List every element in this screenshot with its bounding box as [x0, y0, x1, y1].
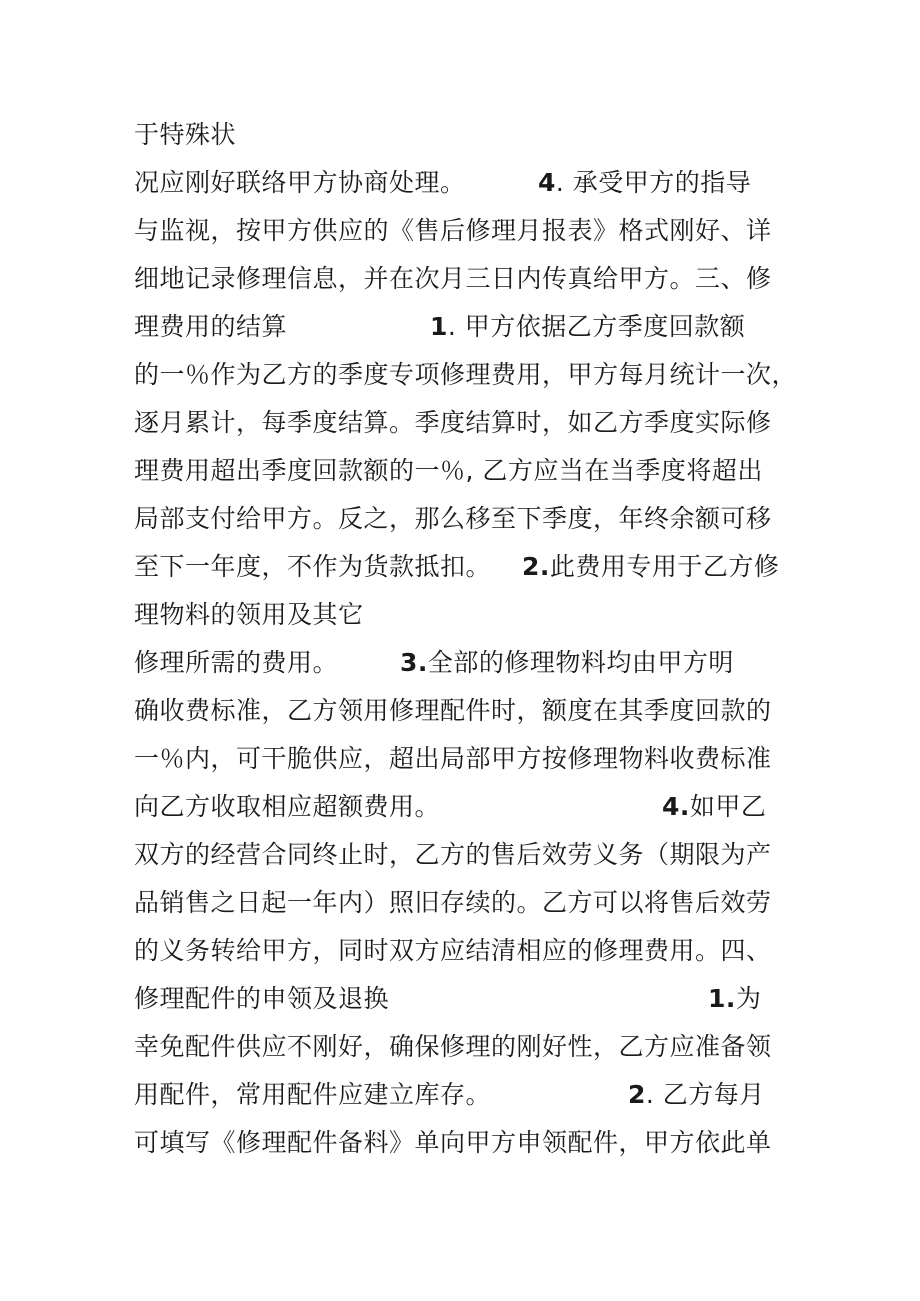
line-text: 修理配件的申领及退换: [134, 984, 390, 1013]
text-line: [134, 166, 752, 200]
line-text: 理物料的领用及其它: [134, 600, 364, 629]
text-line: [134, 310, 746, 344]
text-line: [134, 886, 772, 920]
text-line: [134, 790, 767, 824]
line-text: 品销售之日起一年内）照旧存续的。乙方可以将售后效劳: [134, 888, 772, 917]
text-line: [134, 646, 734, 680]
line-text: 的义务转给甲方，同时双方应结清相应的修理费用。四、: [134, 936, 772, 965]
line-text: 幸免配件供应不刚好，确保修理的刚好性，乙方应准备领: [134, 1032, 772, 1061]
text-line: [134, 934, 772, 968]
text-line: [134, 1126, 772, 1160]
list-number: 1.为: [708, 984, 762, 1013]
line-text: 细地记录修理信息，并在次月三日内传真给甲方。三、修: [134, 264, 772, 293]
list-number: 4. 承受甲方的指导: [538, 168, 752, 197]
text-line: [134, 406, 772, 440]
text-line: [134, 838, 772, 872]
list-number: 2.此费用专用于乙方修: [522, 552, 780, 581]
text-line: [134, 742, 772, 776]
text-line: [134, 1030, 772, 1064]
line-text: 况应刚好联络甲方协商处理。: [134, 168, 466, 197]
list-number: 3.全部的修理物料均由甲方明: [400, 648, 734, 677]
text-line: [134, 262, 772, 296]
line-text: 理费用的结算: [134, 312, 288, 341]
line-text: 确收费标准，乙方领用修理配件时，额度在其季度回款的: [134, 696, 772, 725]
text-line: [134, 598, 364, 632]
list-number: 4.如甲乙: [662, 792, 767, 821]
line-text: 于特殊状: [134, 120, 237, 149]
text-line: [134, 502, 772, 536]
line-text: 用配件，常用配件应建立库存。: [134, 1080, 492, 1109]
text-line: [134, 982, 762, 1016]
line-text: 向乙方收取相应超额费用。: [134, 792, 441, 821]
line-text: 局部支付给甲方。反之，那么移至下季度，年终余额可移: [134, 504, 772, 533]
line-text: 的一％作为乙方的季度专项修理费用，甲方每月统计一次，: [134, 360, 798, 389]
line-text: 修理所需的费用。: [134, 648, 339, 677]
text-line: [134, 358, 797, 392]
text-line: [134, 454, 763, 488]
line-text: 双方的经营合同终止时，乙方的售后效劳义务（期限为产: [134, 840, 772, 869]
line-text: 一％内，可干脆供应，超出局部甲方按修理物料收费标准: [134, 744, 772, 773]
line-text: 至下一年度，不作为货款抵扣。: [134, 552, 492, 581]
line-text: 逐月累计，每季度结算。季度结算时，如乙方季度实际修: [134, 408, 772, 437]
line-text: 理费用超出季度回款额的一％, 乙方应当在当季度将超出: [134, 456, 763, 485]
text-line: [134, 118, 236, 152]
text-line: [134, 214, 772, 248]
text-line: [134, 550, 780, 584]
text-line: [134, 1078, 765, 1112]
list-number: 1. 甲方依据乙方季度回款额: [430, 312, 746, 341]
text-line: [134, 694, 772, 728]
line-text: 与监视，按甲方供应的《售后修理月报表》格式刚好、详: [134, 216, 772, 245]
line-text: 可填写《修理配件备料》单向甲方申领配件，甲方依此单: [134, 1128, 772, 1157]
list-number: 2. 乙方每月: [628, 1080, 765, 1109]
